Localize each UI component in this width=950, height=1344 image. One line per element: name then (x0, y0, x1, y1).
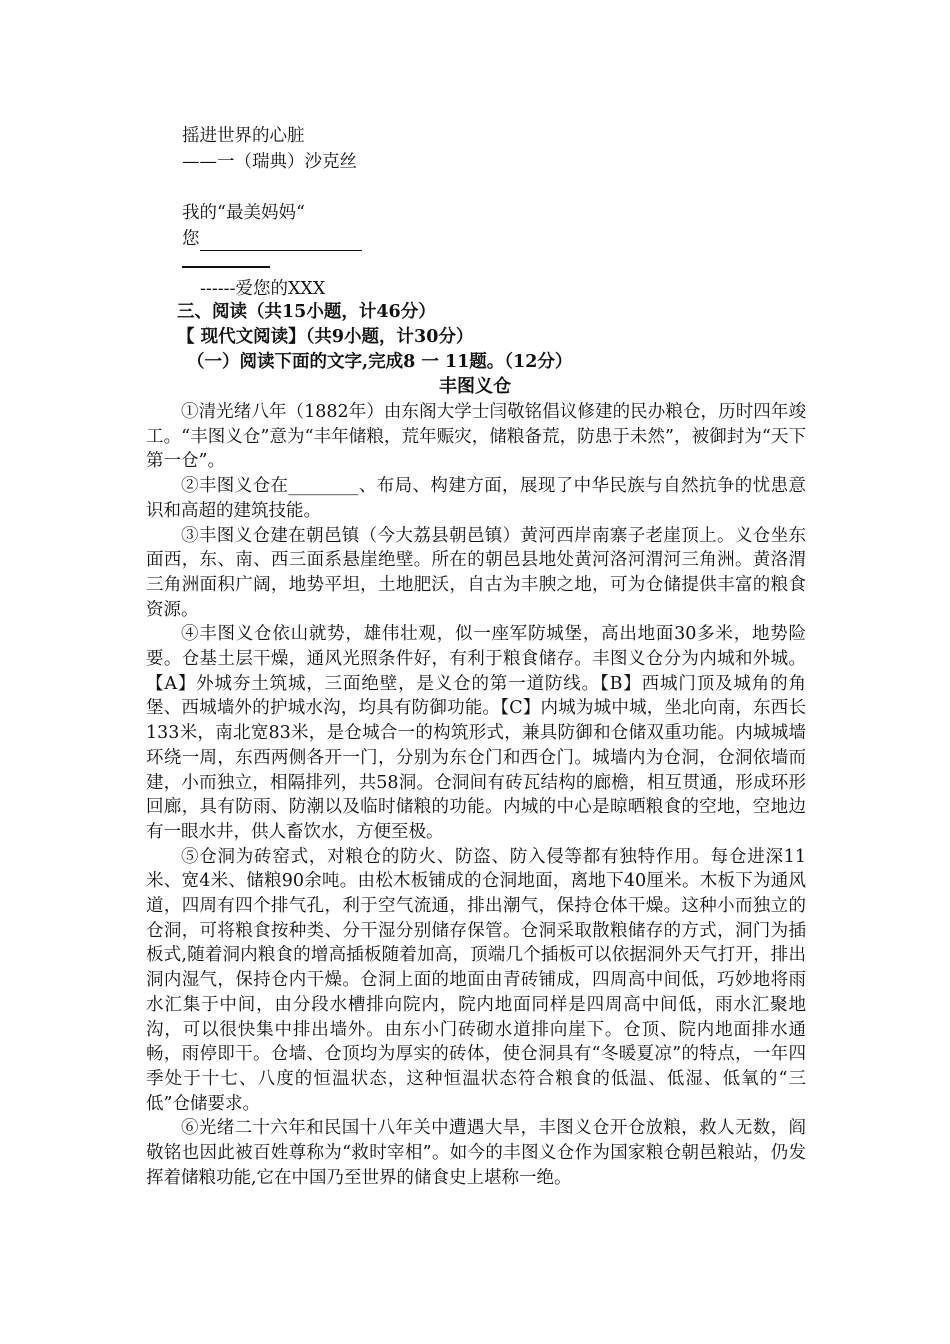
article-paragraph-5: ⑤仓洞为砖窑式，对粮仓的防火、防盗、防入侵等都有独特作用。每仓进深11米、宽4米、储粮90余吨。由松木板铺成的仓洞地面，离地下40厘米。木板下为通风道，四周有四个排气孔，利于空气流通，排出潮气，保持仓体干燥。这种小而独立的仓洞，可将粮食按种类、分干湿分别储存保管。仓洞采取散粮储存的方式，洞门为插板式,随着洞内粮食的增高插板随着加高，顶端几个插板可以依据洞外天气打开，排出洞内湿气，保持仓内干燥。仓洞上面的地面由青砖铺成，四周高中间低，巧妙地将雨水汇集于中间，由分段水槽排向院内，院内地面同样是四周高中间低，雨水汇聚地沟，可以很快集中排出墙外。由东小门砖砌水道排向崖下。仓顶、院内地面排水通畅，雨停即干。仓墙、仓顶均为厚实的砖体，使仓洞具有“冬暖夏凉”的特点，一年四季处于十七、八度的恒温状态，这种恒温状态符合粮食的低温、低湿、低氧的“三低”仓储要求。 (146, 846, 806, 1114)
article-paragraph-4: ④丰图义仓依山就势，雄伟壮观，似一座军防城堡，高出地面30多米，地势险要。仓基土层干燥，通风光照条件好，有利于粮食储存。丰图义仓分为内城和外城。【A】外城夯土筑城，三面绝壁，是义仓的第一道防线。【B】西城门顶及城角的角堡、西城墙外的护城水沟，均具有防御功能。【C】内城为城中城，坐北向南，东西长133米，南北宽83米，是仓城合一的构筑形式，兼具防御和仓储双重功能。内城城墙环绕一周，东西两侧各开一门，分别为东仓门和西仓门。城墙内为仓洞，仓洞依墙而建，小而独立，相隔排列，共58洞。仓洞间有砖瓦结构的廊檐，相互贯通，形成环形回廊，具有防雨、防潮以及临时储粮的功能。内城的中心是晾晒粮食的空地，空地边有一眼水井，供人畜饮水，方便至极。 (146, 624, 806, 842)
letter-salutation: 您 (182, 229, 200, 249)
fill-in-blank (200, 232, 362, 251)
poem-attribution: ——一（瑞典）沙克丝 (182, 152, 357, 172)
section-heading: 三、阅读（共15小题，计46分） (177, 302, 436, 322)
poem-line: 摇进世界的心脏 (182, 126, 305, 146)
part-heading: （一）阅读下面的文字,完成8 一 11题。（12分） (187, 352, 573, 372)
letter-body-line (182, 227, 362, 251)
article-paragraph-6: ⑥光绪二十六年和民国十八年关中遭遇大旱，丰图义仓开仓放粮，救人无数，阎敬铭也因此被百姓尊称为“救时宰相”。如今的丰图义仓作为国家粮仓朝邑粮站，仍发挥着储粮功能,它在中国乃至世界的储食史上堪称一绝。 (146, 1118, 806, 1188)
sub-heading: 【 现代文阅读】（共9小题，计30分） (177, 327, 474, 347)
letter-signature: ------爱您的XXX (200, 279, 326, 299)
article-title: 丰图义仓 (439, 376, 511, 397)
article-paragraph-1: ①清光绪八年（1882年）由东阁大学士闫敬铭倡议修建的民办粮仓，历时四年竣工。“丰图义仓”意为“丰年储粮，荒年赈灾，储粮备荒，防患于未然”，被御封为“天下第一仓”。 (146, 402, 806, 472)
letter-greeting: 我的“最美妈妈“ (182, 203, 305, 223)
article-body (146, 400, 806, 1191)
article-paragraph-3: ③丰图义仓建在朝邑镇（今大荔县朝邑镇）黄河西岸南寨子老崖顶上。义仓坐东面西，东、南、西三面系悬崖绝壁。所在的朝邑县地处黄河洛河渭河三角洲。黄洛渭三角洲面积广阔，地势平坦，土地肥沃，自古为丰腴之地，可为仓储提供丰富的粮食资源。 (146, 525, 806, 620)
fill-in-rule (182, 266, 270, 268)
article-paragraph-2: ②丰图义仓在________、布局、构建方面，展现了中华民族与自然抗争的忧患意识和高超的建筑技能。 (146, 476, 806, 521)
